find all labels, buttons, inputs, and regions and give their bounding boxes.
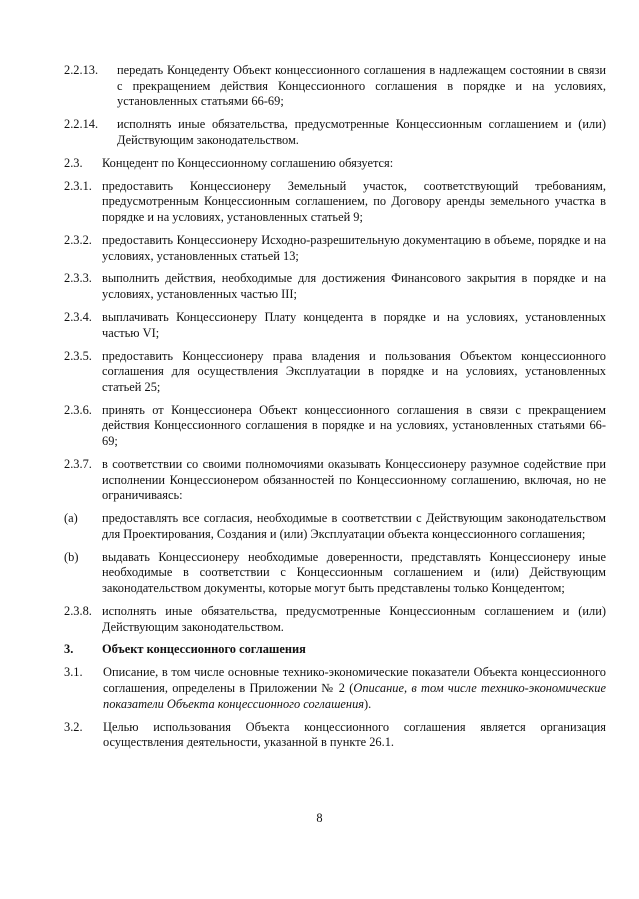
clause-number: 2.2.14. [64,117,99,132]
section-number: 3. [64,642,74,657]
clause-number: 2.2.13. [64,63,99,77]
clause-number: 2.3.4. [64,310,92,325]
clause-text: Целью использования Объекта концессионного соглашения является организация осуществления деятельности, указанной в пункте 26.1. [103,719,606,750]
clause-text: предоставлять все согласия, необходимые в соответствии с Действующим законодательством для Проектирования, Создания и (или) Эксплуатации объекта концессионного соглашения; [102,511,606,541]
clause-text: принять от Концессионера Объект концессионного соглашения в связи с прекращением действия Концессионного соглашения в порядке и на условиях, установленных статьями 66-69; [102,402,606,448]
clause-number: (b) [64,549,79,564]
clause-text-start: Описание, в том числе основные технико-экономические показатели Объекта концессионного соглашения, определены в Приложении № 2 ( [103,665,606,696]
clause-2-3-1 [64,179,606,226]
clause-number: (a) [64,511,78,526]
clause-2-2-14 [64,117,606,148]
sub-clause-a [64,511,606,542]
clause-number: 2.3.1. [64,178,92,193]
clause-text: исполнять иные обязательства, предусмотренные Концессионным соглашением и (или) Действующим законодательством. [117,117,606,147]
clause-number: 2.3.5. [64,348,92,363]
clause-2-3-4 [64,310,606,341]
clause-text-end: ). [364,696,372,711]
clause-2-2-13 [64,63,606,110]
clause-text: выполнить действия, необходимые для достижения Финансового закрытия в порядке и на условиях, установленных частью III; [102,271,606,302]
clause-number: 2.3.8. [64,603,92,618]
clause-number: 2.3.3. [64,271,92,286]
clause-text: Концедент по Концессионному соглашению обязуется: [102,155,394,170]
clause-text: предоставить Концессионеру права владения и пользования Объектом концессионного соглашения для осуществления Эксплуатации в порядке и на условиях, установленных статьей 25; [102,348,606,394]
clause-number: 2.3.2. [64,232,92,247]
clause-text [64,665,606,712]
section-3-heading [64,642,606,658]
clause-text: предоставить Концессионеру Земельный участок, соответствующий требованиям, предусмотренным Концессионным соглашением, по Договору аренды земельного участка в порядке и на условиях, установленных статьей 9; [102,178,606,224]
clause-text: передать Концеденту Объект концессионного соглашения в надлежащем состоянии в связи с прекращением действия Концессионного соглашения в порядке и на условиях, установленных статьями 66-69; [117,63,606,109]
clause-3-1 [64,665,606,712]
clause-2-3-3 [64,271,606,302]
clause-2-3 [64,156,606,172]
page-number: 8 [316,811,323,825]
clause-number: 3.1. [64,665,83,680]
clause-3-2 [64,720,606,751]
clause-2-3-6 [64,403,606,450]
clause-text: выдавать Концессионеру необходимые доверенности, представлять Концессионеру иные необходимые в соответствии с Концессионным соглашением и (или) Действующим законодательством документы, которые могут быть представлены только Концедентом; [102,549,606,595]
document-page [64,63,606,758]
clause-number: 2.3. [64,155,83,170]
clause-text: в соответствии со своими полномочиями оказывать Концессионеру разумное содействие при исполнении Концессионером обязанностей по Концессионному соглашению, включая, но не ограничиваясь: [102,456,606,503]
clause-text: исполнять иные обязательства, предусмотренные Концессионным соглашением и (или) Действующим законодательством. [102,603,606,634]
clause-number: 2.3.6. [64,402,92,417]
clause-number: 3.2. [64,719,83,734]
section-title: Объект концессионного соглашения [102,642,306,657]
clause-2-3-5 [64,349,606,396]
clause-text: выплачивать Концессионеру Плату концедента в порядке и на условиях, установленных частью VI; [102,310,606,340]
clause-number: 2.3.7. [64,456,92,471]
clause-2-3-2 [64,233,606,264]
clause-2-3-8 [64,604,606,635]
clause-2-3-7 [64,457,606,504]
clause-text: предоставить Концессионеру Исходно-разрешительную документацию в объеме, порядке и на условиях, установленных статьей 13; [102,232,606,263]
sub-clause-b [64,550,606,597]
clause-text-italic: Описание, в том числе технико-экономические показатели Объекта концессионного соглашения [103,681,606,711]
